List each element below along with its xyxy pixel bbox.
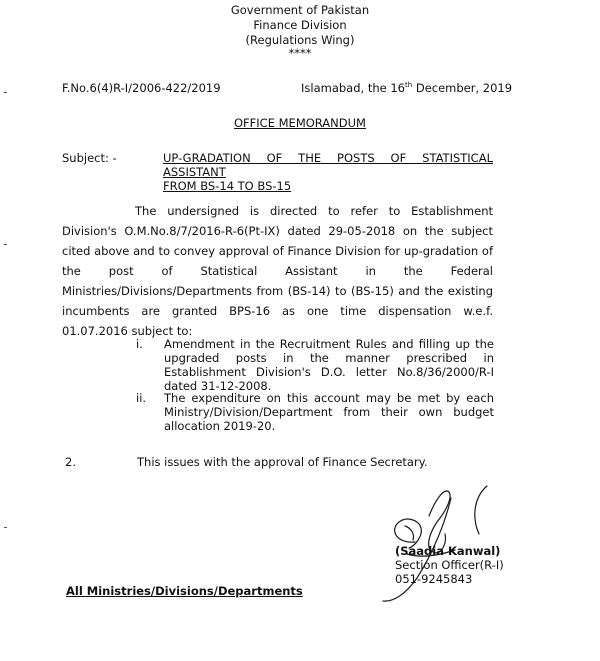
letterhead	[0, 3, 600, 58]
date-prefix: Islamabad, the 16	[301, 81, 405, 95]
paragraph-1	[62, 201, 493, 341]
paragraph-2-text: This issues with the approval of Finance Secretary.	[137, 455, 428, 469]
date-suffix: th	[405, 81, 413, 90]
condition-number: ii.	[136, 391, 147, 405]
distribution-list: All Ministries/Divisions/Departments	[66, 584, 303, 598]
scan-mark	[4, 92, 7, 93]
paragraph-2-number: 2.	[65, 455, 76, 469]
signatory-designation: Section Officer(R-I)	[395, 558, 504, 572]
subject-line-1: UP-GRADATION OF THE POSTS OF STATISTICAL ASSISTANT	[163, 151, 493, 179]
condition-text: The expenditure on this account may be met by each Ministry/Division/Department from their own budget allocation 2019-20.	[164, 391, 494, 433]
condition-number: i.	[136, 337, 143, 351]
date-rest: December, 2019	[412, 81, 513, 95]
date-line	[301, 81, 512, 95]
subject-line-2: FROM BS-14 TO BS-15	[163, 179, 292, 193]
file-number: F.No.6(4)R-I/2006-422/2019	[62, 81, 221, 95]
scan-mark	[4, 527, 7, 528]
signatory-phone: 051-9245843	[395, 572, 473, 586]
paragraph-1-text: The undersigned is directed to refer to Establishment Division's O.M.No.8/7/2016-R-6(Pt-IX) dated 29-05-2018 on the subject cited above and to convey approval of Finance Division for up-gradation of the post of Statistical Assistant in the Federal Ministries/Divisions/Departments from (BS-14) to (BS-15) and the existing incumbents are granted BPS-16 as one time dispensation w.e.f. 01.07.2016 subject to:	[62, 204, 493, 338]
memo-title: OFFICE MEMORANDUM	[234, 116, 366, 130]
letterhead-stars: ****	[288, 46, 312, 60]
scan-mark	[4, 244, 7, 245]
letterhead-wing: (Regulations Wing)	[245, 33, 355, 47]
condition-text: Amendment in the Recruitment Rules and filling up the upgraded posts in the manner prescribed in Establishment Division's D.O. letter No.8/36/2000/R-I dated 31-12-2008.	[164, 337, 494, 393]
letterhead-division: Finance Division	[253, 18, 347, 32]
signatory-name: (Saadia Kanwal)	[395, 544, 501, 558]
subject-label: Subject: -	[62, 151, 117, 165]
signature-block	[395, 544, 504, 586]
letterhead-government: Government of Pakistan	[230, 3, 370, 17]
subject-text	[163, 151, 493, 193]
